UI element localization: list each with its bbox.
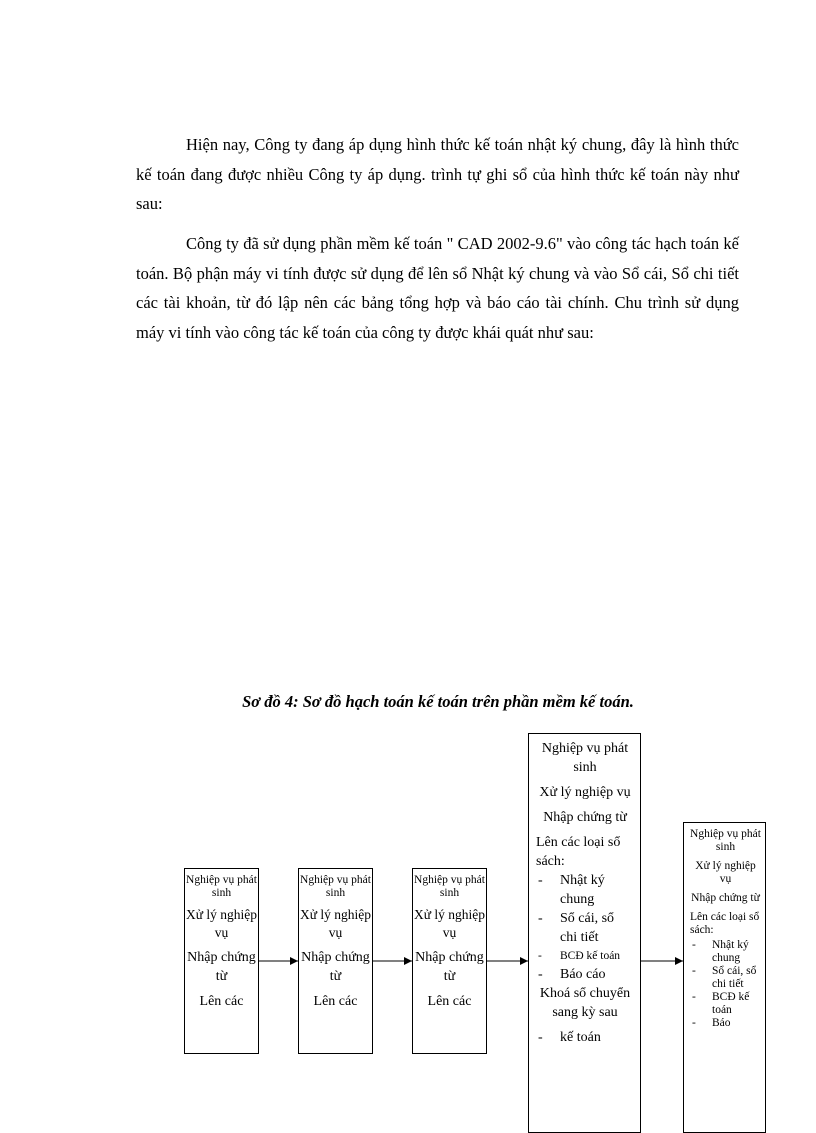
- box-step-3: Nhập chứng từ: [415, 950, 484, 984]
- box-step-2: Xử lý nghiệp vụ: [299, 907, 372, 940]
- box-step-2: Xử lý nghiệp vụ: [695, 860, 756, 885]
- list-item: - Nhật ký chung: [690, 939, 761, 965]
- list-item: - Sổ cái, sổ chi tiết: [690, 965, 761, 991]
- box-step-4: Lên các: [313, 994, 358, 1009]
- list-item: - Báo cáo: [536, 965, 634, 984]
- box-step-2: Xử lý nghiệp vụ: [539, 785, 631, 800]
- box-step-3: Nhập chứng từ: [301, 950, 370, 984]
- list-item: - Báo: [690, 1017, 761, 1030]
- list-item: - Nhật ký chung: [536, 871, 634, 909]
- list-item: - Sổ cái, sổ chi tiết: [536, 909, 634, 947]
- list-item: - BCĐ kế toán: [536, 949, 634, 963]
- box-step-1: Nghiệp vụ phát sinh: [541, 741, 629, 775]
- box-step-1: Nghiệp vụ phát sinh: [690, 828, 761, 853]
- box-step-1: Nghiệp vụ phát sinh: [414, 874, 485, 899]
- box-step-3: Nhập chứng từ: [691, 892, 760, 904]
- list-item: - kế toán: [536, 1028, 634, 1047]
- diagram-caption: Sơ đồ 4: Sơ đồ hạch toán kế toán trên phần mềm kế toán.: [242, 692, 634, 711]
- box-step-3: Nhập chứng từ: [187, 950, 256, 984]
- paragraph-2: Công ty đã sử dụng phần mềm kế toán " CAD 2002-9.6" vào công tác hạch toán kế toán. Bộ phận máy vi tính được sử dụng để lên sổ Nhật ký chung và vào Sổ cái, Sổ chi tiết các tài khoản, từ đó lập nên các bảng tổng hợp và báo cáo tài chính. Chu trình sử dụng máy vi tính vào công tác kế toán của công ty được khái quát như sau:: [136, 234, 739, 342]
- box-step-2: Xử lý nghiệp vụ: [413, 907, 486, 940]
- list-item: - BCĐ kế toán: [690, 991, 761, 1017]
- box-step-1: Nghiệp vụ phát sinh: [300, 874, 371, 899]
- box-step-4: Lên các: [199, 994, 244, 1009]
- box-step-4: Lên các loại sổ sách:: [536, 835, 621, 869]
- box-step-5: Khoá sổ chuyển sang kỳ sau: [539, 986, 631, 1020]
- box-step-3: Nhập chứng từ: [543, 810, 627, 825]
- box-step-4: Lên các loại sổ sách:: [690, 911, 760, 936]
- box-step-4: Lên các: [427, 994, 472, 1009]
- box-step-2: Xử lý nghiệp vụ: [185, 907, 258, 940]
- box-step-1: Nghiệp vụ phát sinh: [186, 874, 257, 899]
- paragraph-1: Hiện nay, Công ty đang áp dụng hình thức kế toán nhật ký chung, đây là hình thức kế toán đang được nhiều Công ty áp dụng. trình tự ghi sổ của hình thức kế toán này như sau:: [136, 135, 739, 213]
